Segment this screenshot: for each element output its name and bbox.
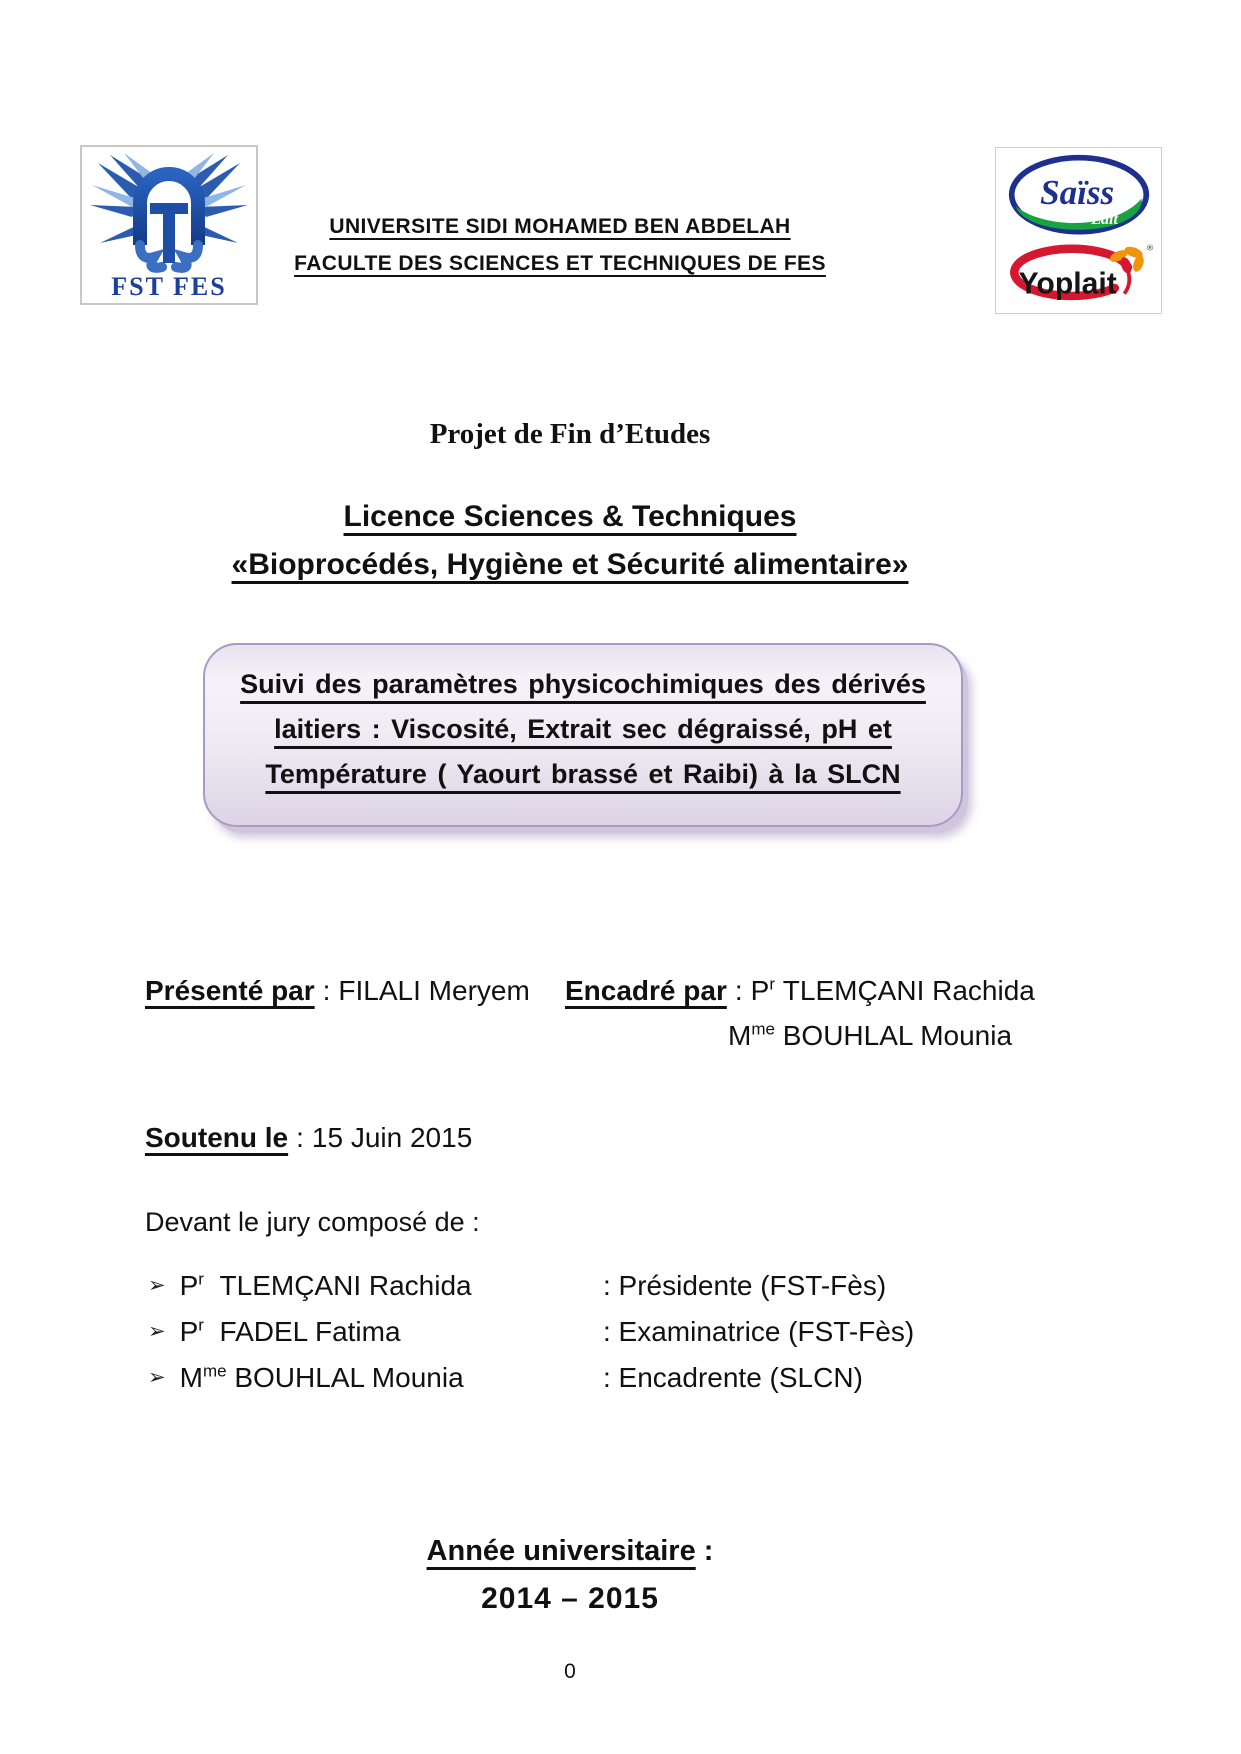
arrow-bullet-icon: ➢ xyxy=(148,1366,166,1389)
supervisor2-title: M xyxy=(728,1020,752,1051)
defense-date-label: Soutenu le xyxy=(145,1122,289,1153)
jury-member-row xyxy=(148,1316,1108,1348)
colon-separator: : xyxy=(703,1535,714,1567)
colon-separator: : xyxy=(734,975,743,1006)
registered-mark: ® xyxy=(1146,242,1153,253)
supervisor1-title: P xyxy=(750,975,770,1006)
colon-separator: : xyxy=(296,1122,304,1153)
academic-year-value: 2014 – 2015 xyxy=(481,1582,659,1615)
saiss-logo-subtext: Lait xyxy=(1090,211,1118,229)
faculty-name: FACULTE DES SCIENCES ET TECHNIQUES DE FES xyxy=(294,252,826,275)
jury-member-role: : Encadrente (SLCN) xyxy=(603,1362,863,1393)
supervisor2-name: BOUHLAL Mounia xyxy=(782,1020,1013,1051)
jury-member-role: : Présidente (FST-Fès) xyxy=(603,1270,887,1301)
fst-fes-logo-icon xyxy=(80,145,258,305)
defense-date-value: 15 Juin 2015 xyxy=(311,1122,473,1153)
jury-member-name: FADEL Fatima xyxy=(219,1316,401,1347)
project-type-title: Projet de Fin d’Etudes xyxy=(429,418,711,450)
arrow-bullet-icon: ➢ xyxy=(148,1320,166,1343)
specialty-title: «Bioprocédés, Hygiène et Sécurité alimentaire» xyxy=(231,548,909,581)
jury-member-title-sup: r xyxy=(198,1315,204,1335)
supervised-by-line xyxy=(565,975,1035,1007)
jury-member-title-sup: r xyxy=(198,1269,204,1289)
university-header xyxy=(240,208,880,282)
saiss-logo-text: Saïss xyxy=(1039,173,1114,213)
jury-member-name: TLEMÇANI Rachida xyxy=(219,1270,472,1301)
arrow-bullet-icon: ➢ xyxy=(148,1274,166,1297)
jury-member-role: : Examinatrice (FST-Fès) xyxy=(603,1316,915,1347)
colon-separator: : xyxy=(322,975,331,1006)
supervisor1-title-sup: r xyxy=(769,974,775,994)
subject-line-2: laitiers : Viscosité, Extrait sec dégraissé, pH et xyxy=(274,714,892,744)
presented-by-line xyxy=(145,975,530,1007)
jury-member-row xyxy=(148,1362,1108,1394)
jury-member-name: BOUHLAL Mounia xyxy=(234,1362,464,1393)
saiss-lait-logo-icon xyxy=(1001,152,1157,239)
supervisor1-name: TLEMÇANI Rachida xyxy=(782,975,1035,1006)
jury-member-title: M xyxy=(179,1362,203,1393)
page-number: 0 xyxy=(564,1660,576,1683)
jury-member-row xyxy=(148,1270,1108,1302)
presented-by-label: Présenté par xyxy=(145,975,315,1006)
supervisor2-title-sup: me xyxy=(751,1019,775,1039)
jury-member-title: P xyxy=(179,1270,199,1301)
defense-date-line xyxy=(145,1122,472,1154)
fst-logo-caption: FST FES xyxy=(111,272,227,301)
academic-year-label: Année universitaire xyxy=(426,1535,696,1567)
subject-line-1: Suivi des paramètres physicochimiques des dérivés xyxy=(240,669,926,699)
yoplait-logo-text: Yoplait xyxy=(1018,267,1117,301)
university-name: UNIVERSITE SIDI MOHAMED BEN ABDELAH xyxy=(329,215,791,238)
jury-member-title: P xyxy=(179,1316,199,1347)
degree-title: Licence Sciences & Techniques xyxy=(343,500,797,533)
yoplait-logo-icon xyxy=(1001,239,1157,309)
presented-by-name: FILALI Meryem xyxy=(338,975,530,1006)
supervised-by-label: Encadré par xyxy=(565,975,727,1006)
jury-member-title-sup: me xyxy=(202,1361,227,1381)
supervisor2-line xyxy=(728,1020,1012,1052)
company-logos xyxy=(995,147,1162,314)
subject-line-3: Température ( Yaourt brassé et Raibi) à la SLCN xyxy=(265,759,901,789)
fst-fes-logo xyxy=(80,145,258,305)
thesis-subject-box xyxy=(203,643,963,827)
jury-intro: Devant le jury composé de : xyxy=(145,1207,480,1237)
academic-year-line xyxy=(0,1535,1140,1568)
